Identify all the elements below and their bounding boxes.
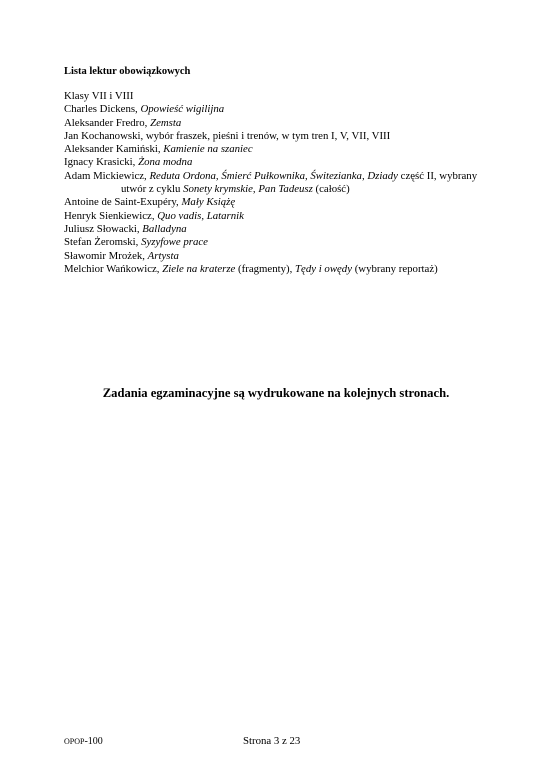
note: utwór z cyklu (121, 183, 184, 196)
author: Melchior Wańkowicz, (64, 262, 163, 275)
title: Mały Książę (181, 196, 236, 209)
author: Juliusz Słowacki, (64, 222, 143, 235)
title: Opowieść wigilijna (140, 103, 225, 116)
author: Charles Dickens, (64, 103, 141, 116)
exam-code (64, 736, 103, 747)
list-item-fredro (64, 117, 504, 130)
title: Balladyna (142, 222, 187, 235)
exam-code-prefix: OPOP (64, 737, 85, 746)
note: część II, wybrany (397, 169, 478, 182)
list-item-mickiewicz-continued (64, 183, 504, 196)
author: Ignacy Krasicki, (64, 156, 139, 169)
exam-notice: Zadania egzaminacyjne są wydrukowane na kolejnych stronach. (102, 386, 450, 400)
note: (wybrany reportaż) (352, 262, 438, 275)
list-item-krasicki (64, 156, 504, 169)
title: Tędy i owędy (295, 262, 352, 275)
author: Sławomir Mrożek, (64, 249, 148, 262)
author: Henryk Sienkiewicz, (64, 209, 158, 222)
author: Aleksander Fredro, (64, 116, 151, 129)
title: Ziele na kraterze (162, 262, 236, 275)
author: Aleksander Kamiński, (64, 143, 164, 156)
list-item-dickens (64, 103, 504, 116)
note: (fragmenty), (235, 262, 296, 275)
title: Żona modna (138, 156, 193, 169)
list-item-classes: Klasy VII i VIII (64, 90, 134, 102)
list-item-mrozek (64, 250, 504, 263)
list-item-kaminski (64, 143, 504, 156)
list-item-zeromski (64, 236, 504, 249)
title: Artysta (147, 249, 179, 262)
exam-code-suffix: -100 (84, 736, 103, 747)
title: Quo vadis, Latarnik (157, 209, 244, 222)
title: Reduta Ordona, Śmierć Pułkownika, Świtezianka, Dziady (149, 169, 398, 182)
list-heading: Lista lektur obowiązkowych (64, 66, 191, 77)
title: Sonety krymskie, Pan Tadeusz (183, 183, 313, 196)
list-item-slowacki (64, 223, 504, 236)
title: Kamienie na szaniec (163, 143, 253, 156)
list-item-kochanowski: Jan Kochanowski, wybór fraszek, pieśni i trenów, w tym tren I, V, VII, VIII (64, 129, 391, 142)
list-item-saint-exupery (64, 196, 504, 209)
reading-list (64, 90, 504, 276)
list-item-sienkiewicz (64, 210, 504, 223)
list-item-wankowicz (64, 263, 504, 276)
note: (całość) (312, 183, 350, 196)
author: Stefan Żeromski, (64, 236, 142, 249)
title: Zemsta (150, 116, 182, 129)
list-item-mickiewicz (64, 170, 504, 183)
title: Syzyfowe prace (141, 236, 208, 249)
page-number: Strona 3 z 23 (243, 735, 301, 747)
author: Antoine de Saint-Exupéry, (64, 196, 182, 209)
author: Adam Mickiewicz, (64, 169, 150, 182)
